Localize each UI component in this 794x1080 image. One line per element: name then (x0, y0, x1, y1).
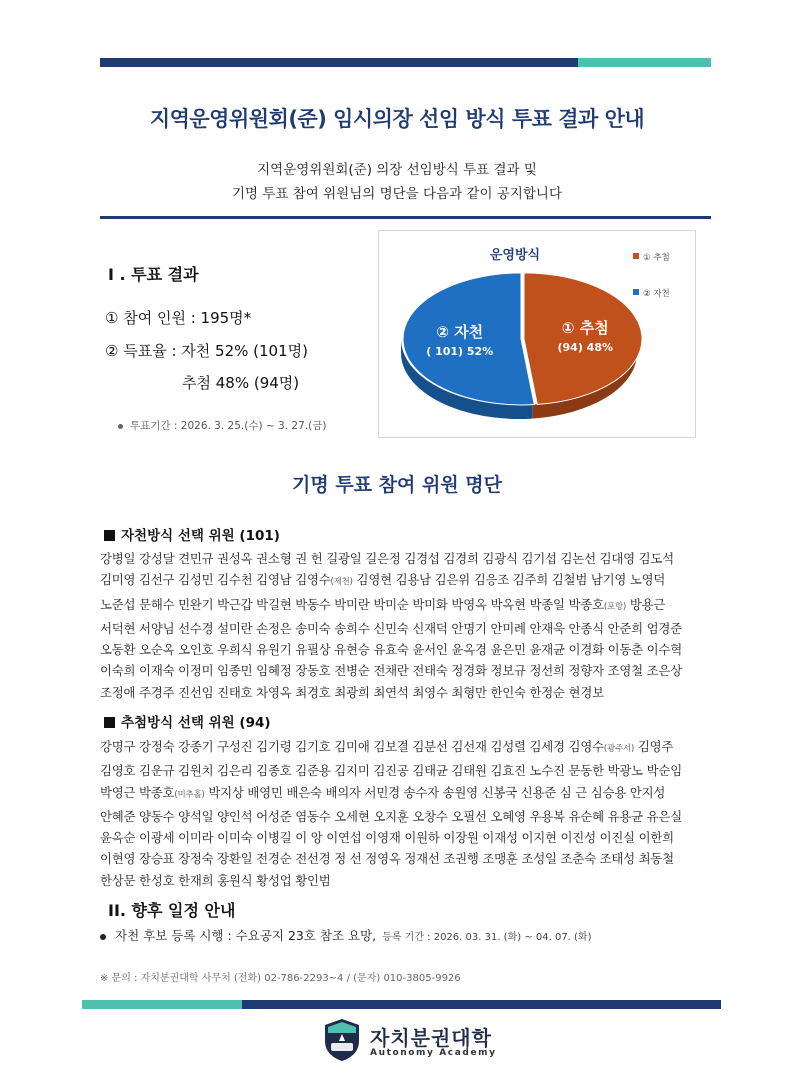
divider (100, 216, 711, 219)
name-line (100, 618, 700, 639)
pie-slice-label: ② 자천 (436, 322, 484, 341)
name-line (100, 736, 700, 760)
name-text: 김미영 김선구 김성민 김수천 김영남 김영수 (100, 572, 331, 588)
name-text: 박지상 배영민 배은숙 배의자 서민경 송수자 송원영 신봉국 신용준 심 근 심승용 안지성 (204, 784, 666, 800)
name-text: 방용근 (626, 596, 666, 612)
schedule-period: 등록 기간 : 2026. 03. 31. (화) ~ 04. 07. (화) (382, 932, 592, 943)
roster-title: 기명 투표 참여 위원 명단 (292, 474, 502, 496)
lottery-names (100, 736, 700, 891)
schedule-item (100, 926, 592, 944)
logo-name: 자치분권대학 (370, 1026, 492, 1050)
name-line (100, 760, 700, 781)
self-heading (104, 524, 280, 544)
name-text: 윤옥순 이광세 이미라 이미숙 이병길 이 앙 이연섭 이영재 이원하 이장원 이재성 이지현 이진성 이진실 이한희 (100, 830, 674, 846)
name-line (100, 660, 700, 681)
name-text: 노준섭 문해수 민완기 박근갑 박길현 박동수 박미란 박미순 박미화 박영옥 박옥현 박종일 박종호 (100, 596, 604, 612)
name-line (100, 806, 700, 827)
name-text: 강병일 강성달 견민규 권성옥 권소형 권 헌 길광일 길은정 김경섭 김경희 김광식 김기섭 김논선 김대영 김도석 (100, 551, 674, 566)
name-region: (광주서) (603, 744, 635, 754)
shield-logo-icon (322, 1017, 362, 1067)
subtitle-line-2: 기명 투표 참여 위원님의 명단을 다음과 같이 공지합니다 (232, 186, 562, 202)
schedule-item-text: 자천 후보 등록 시행 : 수요공지 23호 참조 요망, (115, 928, 377, 943)
pie-chart (378, 230, 696, 438)
self-names (100, 548, 700, 703)
lottery-heading-text: 추첨방식 선택 위원 (94) (121, 715, 271, 731)
name-line (100, 682, 700, 703)
name-text: 김영주 (634, 739, 674, 754)
results-heading: I . 투표 결과 (108, 265, 199, 284)
name-text: 서덕현 서양님 선수경 설미란 손정은 송미숙 송희수 신민숙 신재덕 안명기 안미례 안재욱 안종식 안준희 엄경준 (100, 620, 682, 636)
bottom-bar-teal (82, 1000, 242, 1009)
name-line (100, 827, 700, 848)
name-text: 이현영 장승표 장정숙 장환일 전경순 전선경 정 선 정영옥 정재선 조권행 조맹훈 조성일 조춘숙 조태성 최동철 (100, 851, 674, 867)
vote-period (118, 418, 326, 433)
name-text: 오동환 오순옥 오인호 우희식 유원기 유필상 유현승 유효숙 윤서인 윤옥경 윤은민 윤재균 이경화 이동춘 이수혁 (100, 642, 682, 658)
name-text: 조정애 주경주 진선임 진태호 차영옥 최경호 최광희 최연석 최영수 최형만 한인숙 한정순 현경보 (100, 684, 604, 700)
legend-label: ② 자천 (643, 289, 670, 299)
name-line (100, 870, 700, 891)
self-heading-text: 자천방식 선택 위원 (101) (121, 528, 280, 544)
bullet-icon (100, 934, 106, 940)
name-line (100, 782, 700, 806)
name-line (100, 848, 700, 869)
subtitle-line-1: 지역운영위원회(준) 의장 선임방식 투표 결과 및 (257, 162, 537, 178)
name-line (100, 639, 700, 660)
name-text: 강명구 강정숙 강종기 구성진 김기령 김기호 김미애 김보결 김분선 김선재 김성렬 김세경 김영수 (100, 739, 604, 754)
name-line (100, 569, 700, 593)
name-region: (포항) (603, 601, 627, 612)
name-region: (미추홀) (174, 789, 205, 800)
pie-chart-svg (379, 231, 695, 437)
name-line (100, 594, 700, 618)
vote-period-text: 투표기간 : 2026. 3. 25.(수) ~ 3. 27.(금) (130, 420, 327, 432)
name-text: 한상문 한성호 한재희 홍원식 황성업 황인범 (100, 872, 331, 888)
name-text: 안혜준 양동수 양석일 양인석 어성준 염동수 오세현 오지훈 오창수 오필선 오혜영 우용복 유순혜 유용균 유은실 (100, 808, 682, 824)
bottom-bar-navy (242, 1000, 721, 1009)
name-text: 이숙희 이재숙 이정미 임종민 임혜정 장동호 전병순 전채란 전태숙 정경화 정보규 정선희 정향자 조영철 조은상 (100, 663, 682, 679)
square-bullet-icon (104, 530, 115, 541)
vote-rate-second: 추첨 48% (94명) (182, 374, 300, 392)
square-bullet-icon (104, 717, 115, 728)
legend-swatch (633, 253, 639, 259)
lottery-heading (104, 711, 271, 731)
name-region: (제천) (330, 577, 353, 588)
pie-slice-value-label: ( 101) 52% (426, 344, 494, 358)
name-text: 김영호 김운규 김원치 김은리 김종호 김준용 김지미 김진공 김태균 김태원 김효진 노수진 문동한 박광노 박순임 (100, 763, 682, 779)
pie-slice-label: ① 추첨 (561, 318, 609, 337)
legend-swatch (633, 289, 639, 295)
vote-rate: ② 득표율 : 자천 52% (101명) (105, 342, 308, 360)
chart-title: 운영방식 (489, 248, 541, 263)
top-bar-teal (578, 58, 711, 67)
top-bar-navy (100, 58, 578, 67)
schedule-heading: II. 향후 일정 안내 (108, 901, 236, 920)
page-title: 지역운영위원회(준) 임시의장 선임 방식 투표 결과 안내 (149, 107, 645, 131)
pie-slice (524, 273, 642, 405)
legend-label: ① 추첨 (643, 253, 670, 263)
contact-info: ※ 문의 : 자치분권대학 사무처 (전화) 02-786-2293~4 / (문자) 010-3805-9926 (100, 973, 461, 984)
logo-sub: Autonomy Academy (370, 1048, 497, 1058)
name-text: 김영현 김용남 김은위 김응조 김주희 김철범 남기영 노영덕 (352, 572, 666, 588)
name-line (100, 548, 700, 569)
name-text: 박영근 박종호 (100, 784, 175, 800)
pie-slice-value-label: (94) 48% (557, 340, 614, 354)
participants: ① 참여 인원 : 195명* (105, 309, 252, 327)
